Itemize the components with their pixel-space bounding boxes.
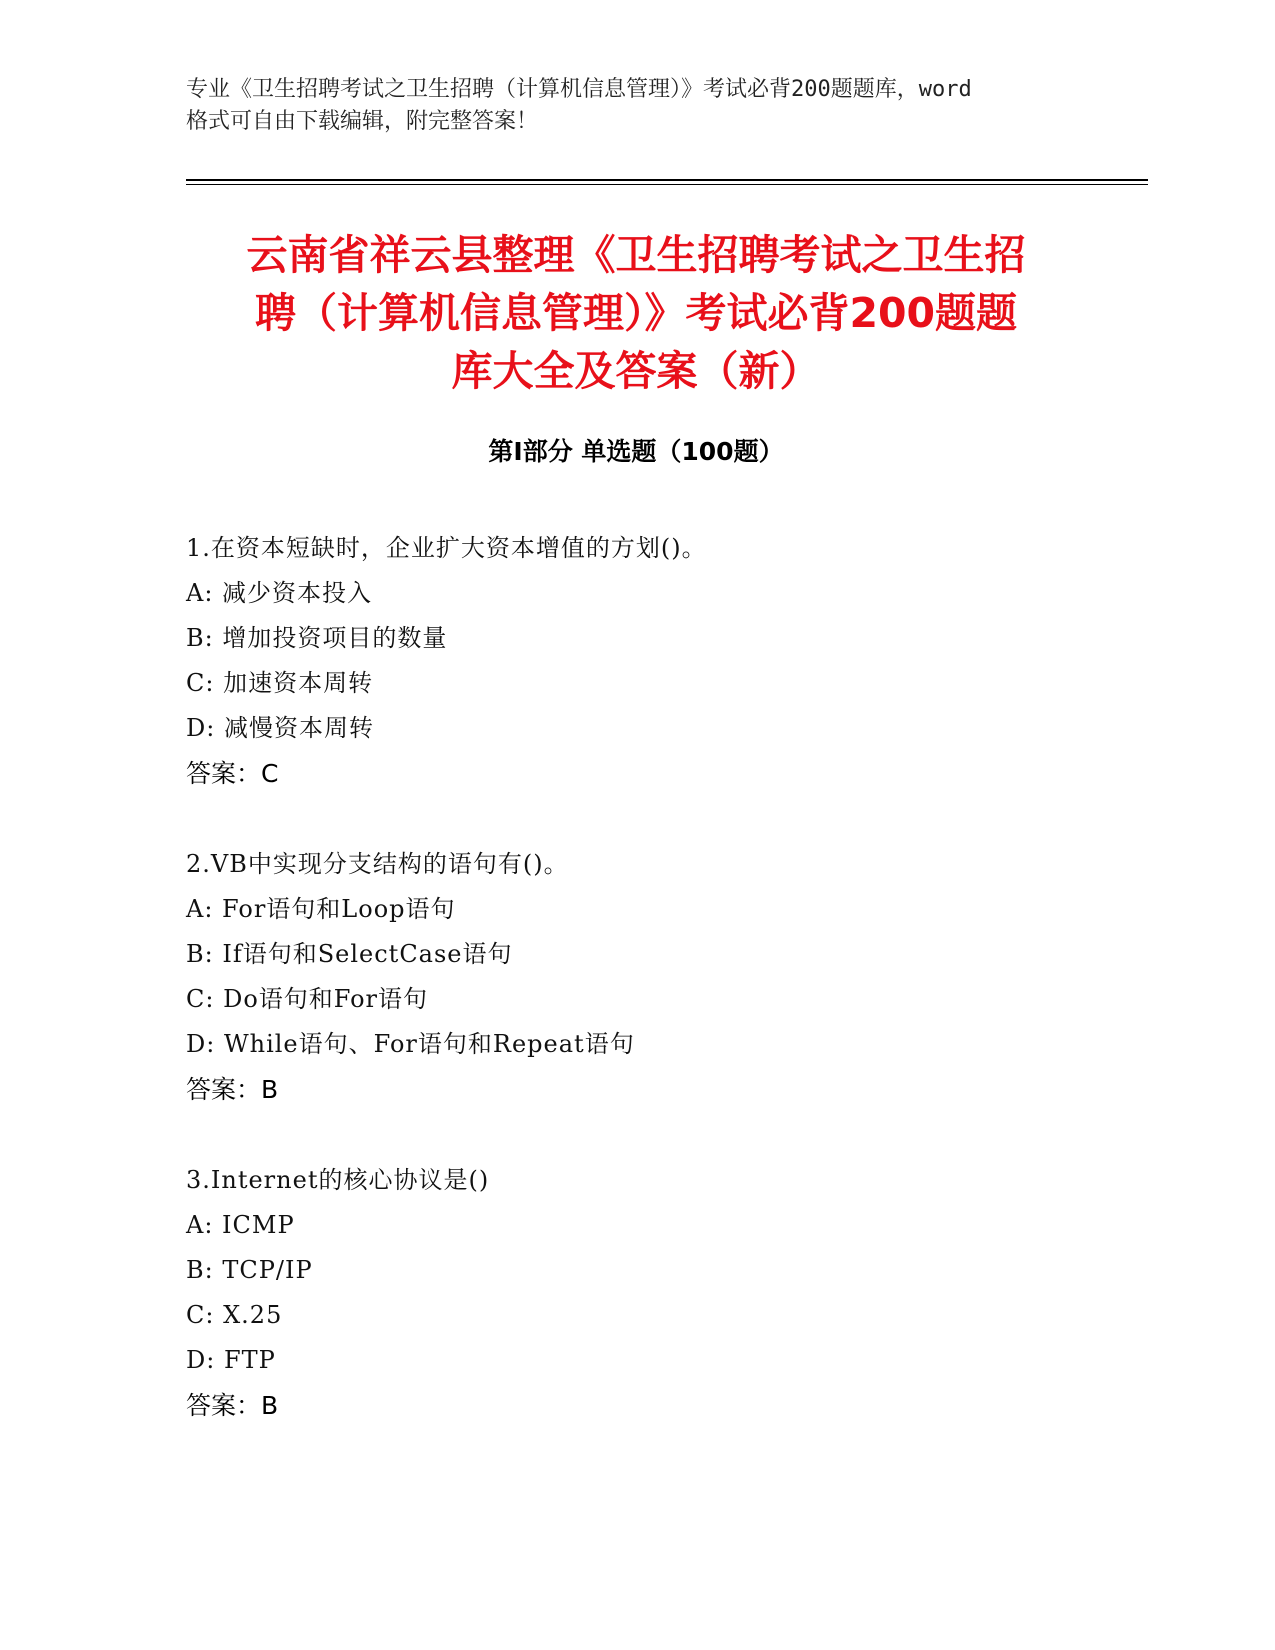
option-a: A: For语句和Loop语句	[186, 895, 456, 923]
header-divider-thick	[186, 179, 1148, 181]
answer-line: 答案：C	[186, 759, 279, 788]
option-a: A: ICMP	[186, 1211, 295, 1239]
option-c: C: 加速资本周转	[186, 669, 374, 697]
option-c: C: Do语句和For语句	[186, 985, 429, 1013]
question-stem: 2.VB中实现分支结构的语句有()。	[186, 850, 569, 878]
header-note	[186, 74, 1106, 138]
option-c: C: X.25	[186, 1301, 283, 1329]
option-b: B: 增加投资项目的数量	[186, 624, 448, 652]
option-b: B: If语句和SelectCase语句	[186, 940, 513, 968]
question-2	[186, 842, 1146, 1112]
document-title	[186, 226, 1086, 400]
question-1	[186, 526, 1146, 796]
question-3	[186, 1158, 1146, 1428]
question-stem: 3.Internet的核心协议是()	[186, 1166, 490, 1194]
header-divider-thin	[186, 184, 1148, 185]
option-b: B: TCP/IP	[186, 1256, 313, 1284]
question-stem: 1.在资本短缺时，企业扩大资本增值的方划()。	[186, 534, 707, 562]
option-d: D: While语句、For语句和Repeat语句	[186, 1030, 635, 1058]
option-a: A: 减少资本投入	[186, 579, 373, 607]
title-line-3: 库大全及答案（新）	[451, 347, 821, 395]
answer-line: 答案：B	[186, 1391, 279, 1420]
section-heading: 第Ⅰ部分 单选题（100题）	[488, 437, 784, 466]
header-note-line-2: 格式可自由下载编辑，附完整答案！	[186, 109, 539, 134]
option-d: D: 减慢资本周转	[186, 714, 374, 742]
header-note-line-1: 专业《卫生招聘考试之卫生招聘（计算机信息管理）》考试必背200题题库，word	[186, 77, 972, 102]
answer-line: 答案：B	[186, 1075, 279, 1104]
title-line-1: 云南省祥云县整理《卫生招聘考试之卫生招	[246, 231, 1026, 279]
title-line-2: 聘（计算机信息管理）》考试必背200题题	[254, 289, 1018, 337]
option-d: D: FTP	[186, 1346, 276, 1374]
question-list	[186, 526, 1146, 1474]
